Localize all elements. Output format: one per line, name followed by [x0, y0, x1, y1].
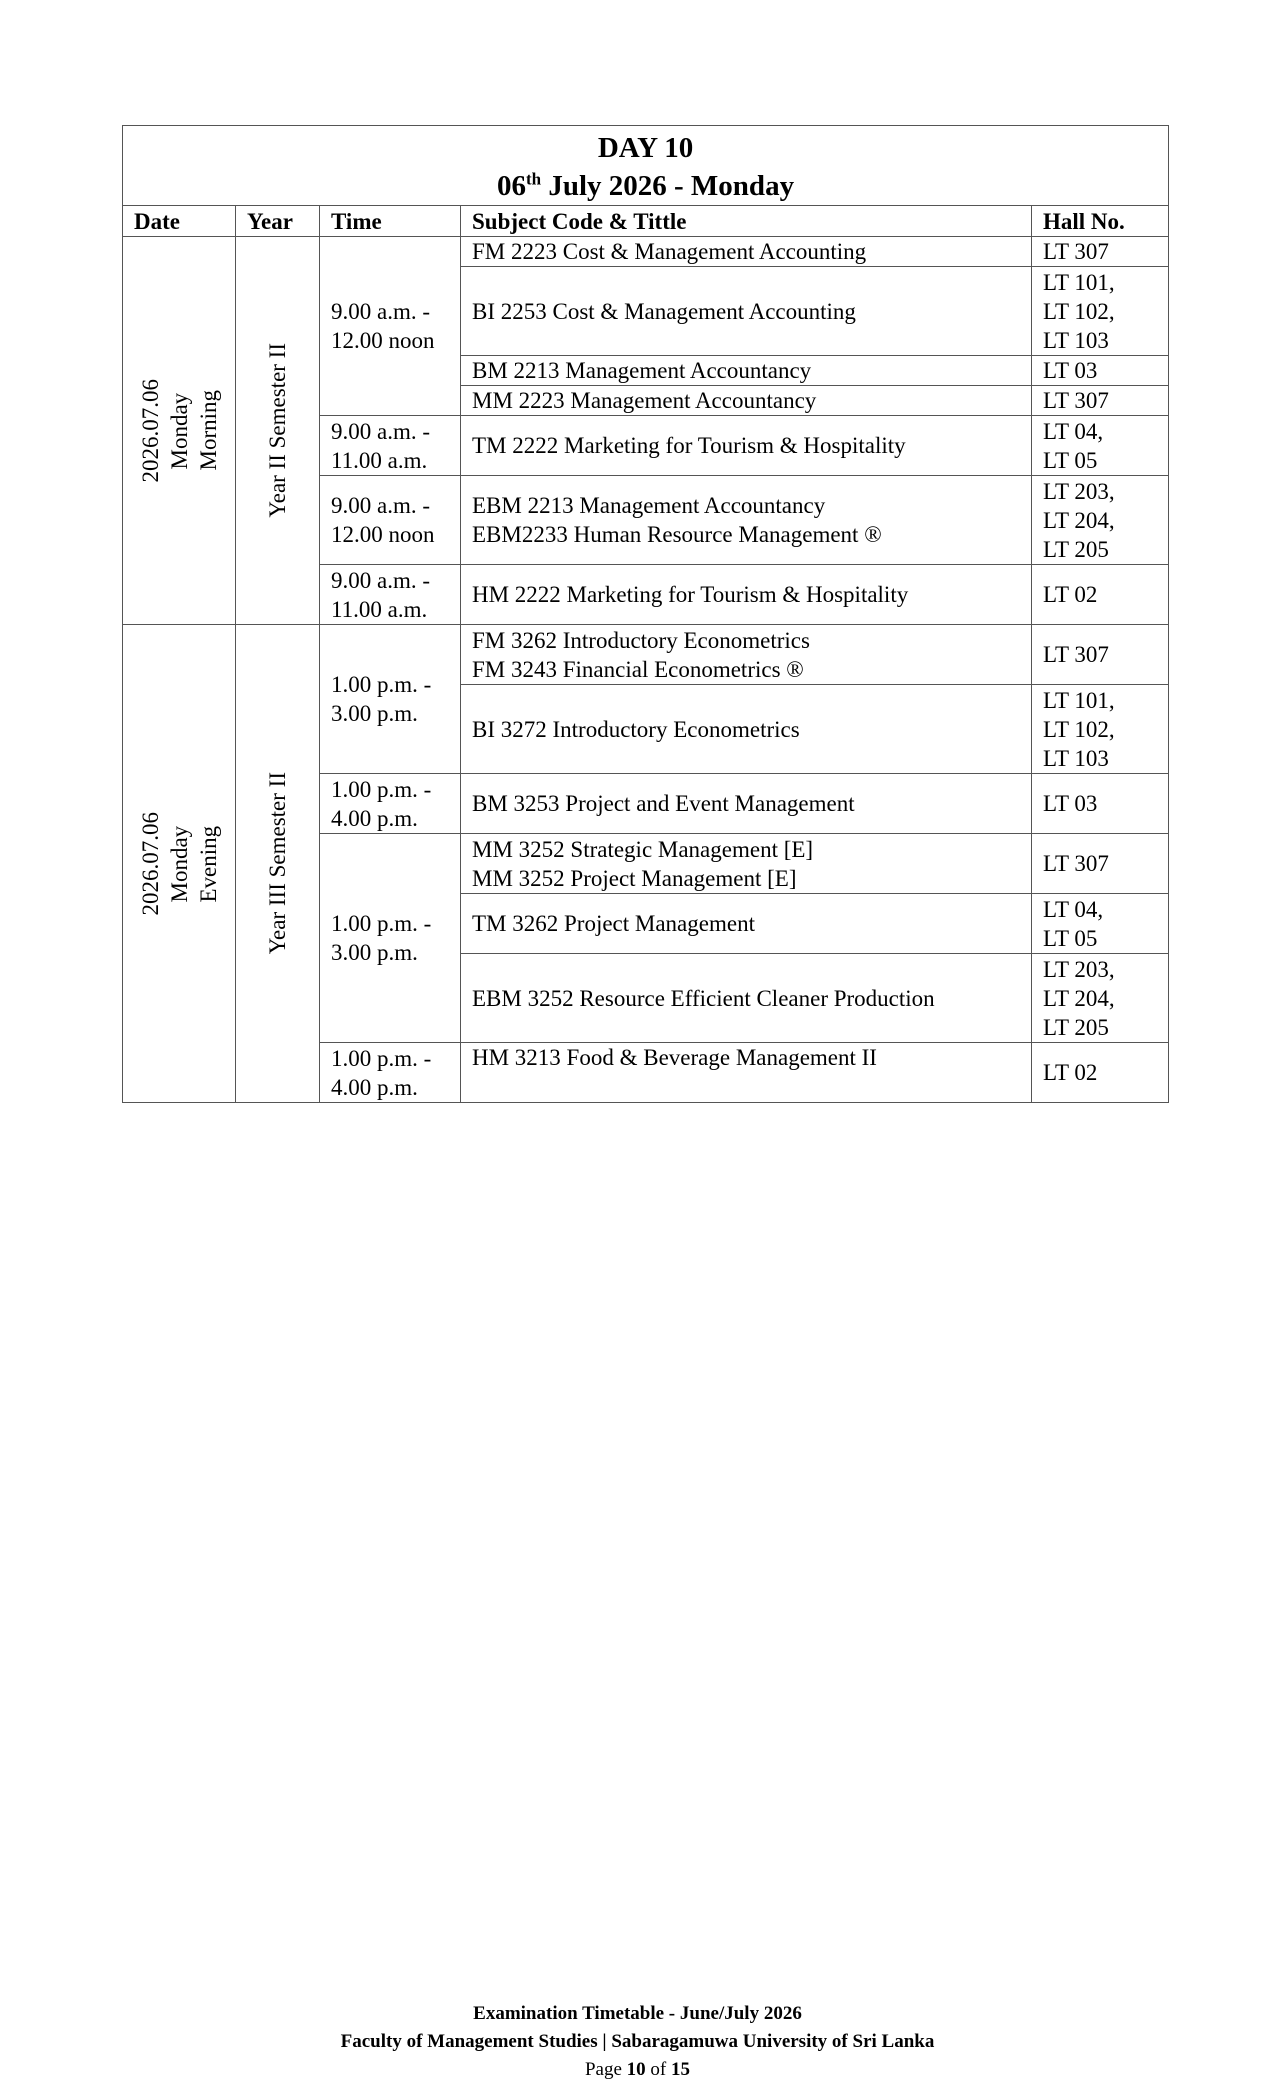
evening-date: 2026.07.06 Monday Evening [137, 811, 221, 916]
subject-cell: HM 2222 Marketing for Tourism & Hospitality [461, 565, 1032, 625]
subject-cell: BM 2213 Management Accountancy [461, 356, 1032, 386]
subject-cell: HM 3213 Food & Beverage Management II [461, 1043, 1032, 1103]
time-cell: 9.00 a.m. - 11.00 a.m. [320, 565, 461, 625]
col-year: Year [236, 206, 320, 237]
hall-cell: LT 03 [1032, 356, 1169, 386]
subject-cell: BI 2253 Cost & Management Accounting [461, 267, 1032, 356]
hall-cell: LT 02 [1032, 1043, 1169, 1103]
footer-faculty: Faculty of Management Studies | Sabaragamuwa University of Sri Lanka [340, 2031, 935, 2052]
morning-date: 2026.07.06 Monday Morning [137, 378, 221, 483]
exam-timetable [122, 125, 1169, 1103]
subject-cell: FM 3262 Introductory Econometrics FM 3243 Financial Econometrics ® [461, 625, 1032, 685]
hall-cell: LT 307 [1032, 834, 1169, 894]
subject-cell: BM 3253 Project and Event Management [461, 774, 1032, 834]
date-rest: July 2026 - Monday [541, 170, 795, 202]
date-suffix: th [525, 169, 542, 189]
subject-cell: FM 2223 Cost & Management Accounting [461, 237, 1032, 267]
table-row [123, 237, 1169, 267]
subject-cell: TM 3262 Project Management [461, 894, 1032, 954]
subject-cell: MM 2223 Management Accountancy [461, 386, 1032, 416]
hall-cell: LT 203, LT 204, LT 205 [1032, 476, 1169, 565]
morning-date-cell [123, 237, 236, 625]
page-number: Page 10 of 15 [584, 2059, 690, 2080]
footer-title: Examination Timetable - June/July 2026 [473, 2003, 802, 2024]
evening-date-cell [123, 625, 236, 1103]
hall-cell: LT 04, LT 05 [1032, 894, 1169, 954]
morning-year: Year II Semester II [265, 343, 290, 518]
subject-cell: EBM 3252 Resource Efficient Cleaner Production [461, 954, 1032, 1043]
hall-cell: LT 307 [1032, 386, 1169, 416]
col-date: Date [123, 206, 236, 237]
title-row [123, 126, 1169, 206]
page-footer [0, 2000, 1275, 2084]
hall-cell: LT 03 [1032, 774, 1169, 834]
time-cell: 9.00 a.m. - 12.00 noon [320, 476, 461, 565]
time-cell: 9.00 a.m. - 12.00 noon [320, 237, 461, 416]
time-cell: 1.00 p.m. - 4.00 p.m. [320, 774, 461, 834]
time-cell: 1.00 p.m. - 3.00 p.m. [320, 625, 461, 774]
hall-cell: LT 02 [1032, 565, 1169, 625]
time-cell: 1.00 p.m. - 3.00 p.m. [320, 834, 461, 1043]
hall-cell: LT 04, LT 05 [1032, 416, 1169, 476]
col-subject: Subject Code & Tittle [461, 206, 1032, 237]
col-time: Time [320, 206, 461, 237]
day-title [123, 126, 1169, 206]
day-heading: DAY 10 [597, 132, 694, 164]
column-header-row [123, 206, 1169, 237]
subject-cell: EBM 2213 Management Accountancy EBM2233 Human Resource Management ® [461, 476, 1032, 565]
col-hall: Hall No. [1032, 206, 1169, 237]
subject-cell: TM 2222 Marketing for Tourism & Hospitality [461, 416, 1032, 476]
hall-cell: LT 307 [1032, 625, 1169, 685]
hall-cell: LT 101, LT 102, LT 103 [1032, 685, 1169, 774]
subject-cell: MM 3252 Strategic Management [E] MM 3252 Project Management [E] [461, 834, 1032, 894]
subject-cell: BI 3272 Introductory Econometrics [461, 685, 1032, 774]
morning-year-cell [236, 237, 320, 625]
date-heading [123, 167, 1168, 205]
hall-cell: LT 203, LT 204, LT 205 [1032, 954, 1169, 1043]
time-cell: 1.00 p.m. - 4.00 p.m. [320, 1043, 461, 1103]
evening-year-cell [236, 625, 320, 1103]
table-row [123, 625, 1169, 685]
time-cell: 9.00 a.m. - 11.00 a.m. [320, 416, 461, 476]
evening-year: Year III Semester II [265, 772, 290, 955]
hall-cell: LT 101, LT 102, LT 103 [1032, 267, 1169, 356]
date-day: 06 [496, 170, 526, 202]
hall-cell: LT 307 [1032, 237, 1169, 267]
